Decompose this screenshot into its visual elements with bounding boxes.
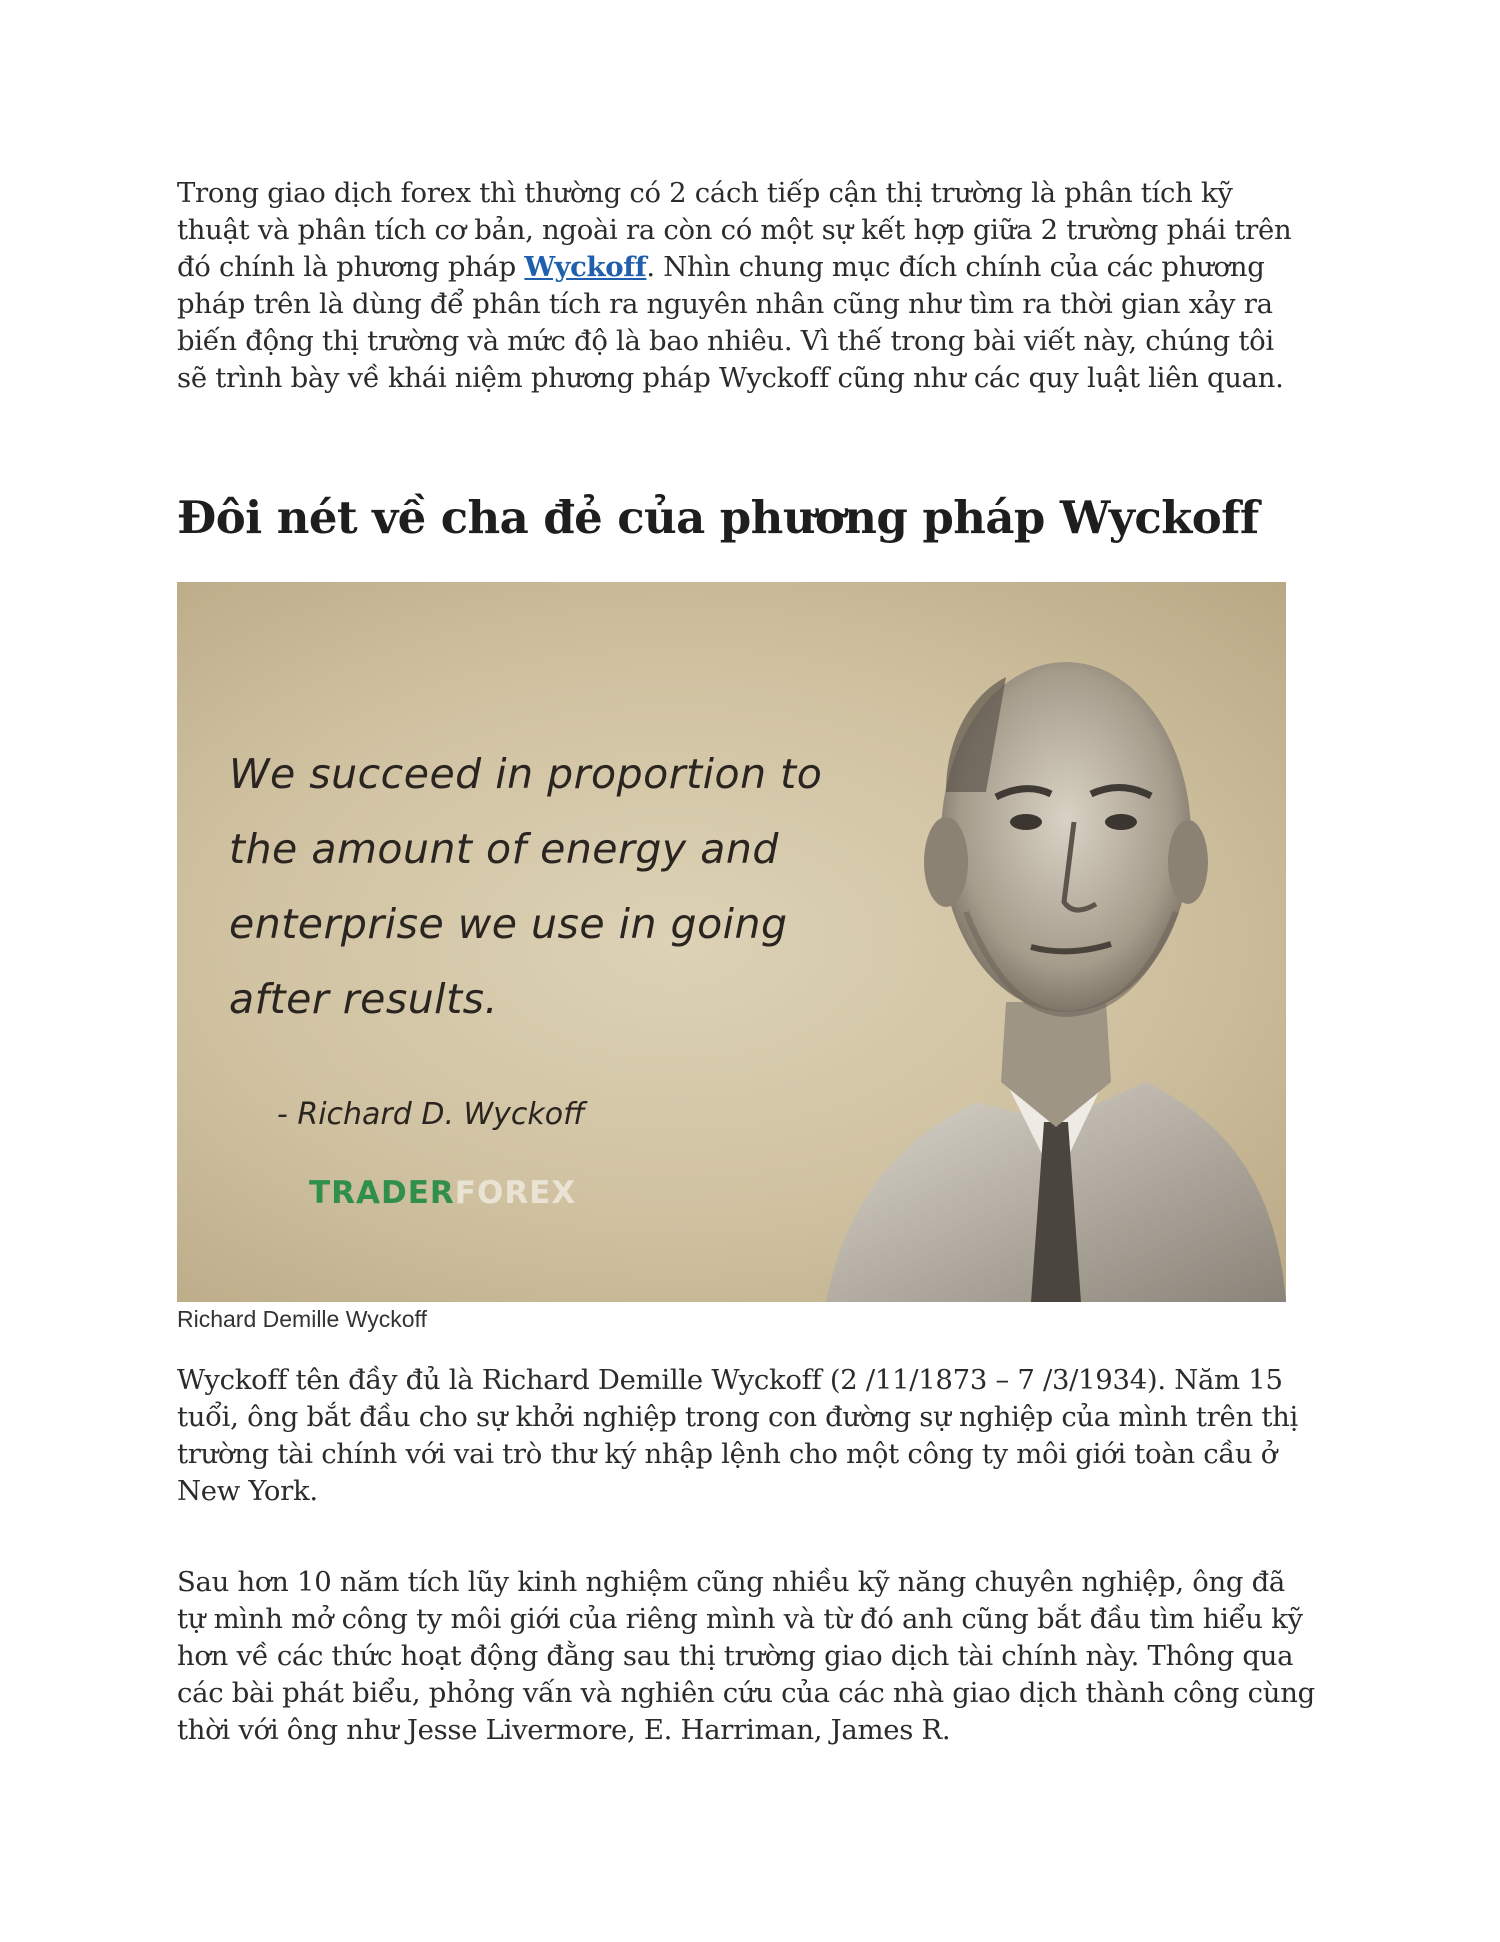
bio-paragraph-2: Sau hơn 10 năm tích lũy kinh nghiệm cũng nhiều kỹ năng chuyên nghiệp, ông đã tự mình mở công ty môi giới của riêng mình và từ đó anh cũng bắt đầu tìm hiểu kỹ hơn về các thức hoạt động đằng sau thị trường giao dịch tài chính này. Thông qua các bài phát biểu, phỏng vấn và nghiên cứu của các nhà giao dịch thành công cùng thời với ông như Jesse Livermore, E. Harriman, James R. bbox=[177, 1566, 1315, 1746]
portrait-illustration bbox=[806, 582, 1286, 1302]
wyckoff-quote-image bbox=[177, 582, 1286, 1302]
quote-line: after results. bbox=[229, 975, 499, 1023]
bio-paragraph-1: Wyckoff tên đầy đủ là Richard Demille Wyckoff (2 /11/1873 – 7 /3/1934). Năm 15 tuổi, ông bắt đầu cho sự khởi nghiệp trong con đường sự nghiệp của mình trên thị trường tài chính với vai trò thư ký nhập lệnh cho một công ty môi giới toàn cầu ở New York. bbox=[177, 1364, 1298, 1507]
brand-watermark bbox=[309, 1175, 576, 1211]
quote-line: the amount of energy and bbox=[229, 825, 779, 873]
quote-line: We succeed in proportion to bbox=[229, 750, 823, 798]
wyckoff-link[interactable]: Wyckoff bbox=[524, 251, 647, 283]
intro-text-before-link: Trong giao dịch forex thì thường có 2 cách tiếp cận thị trường là phân tích kỹ thuật và phân tích cơ bản, ngoài ra còn có một sự kết hợp giữa 2 trường phái trên đó chính là phương pháp bbox=[177, 177, 1292, 283]
intro-paragraph bbox=[177, 175, 1307, 397]
quote-line: enterprise we use in going bbox=[229, 900, 788, 948]
brand-strong: TRADER bbox=[309, 1175, 455, 1211]
quote-attribution: - Richard D. Wyckoff bbox=[277, 1097, 585, 1132]
intro-text-after-link: . Nhìn chung mục đích chính của các phương pháp trên là dùng để phân tích ra nguyên nhân cũng như tìm ra thời gian xảy ra biến động thị trường và mức độ là bao nhiêu. Vì thế trong bài viết này, chúng tôi sẽ trình bày về khái niệm phương pháp Wyckoff cũng như các quy luật liên quan. bbox=[177, 251, 1284, 394]
image-caption: Richard Demille Wyckoff bbox=[177, 1306, 427, 1332]
quote-text bbox=[229, 737, 829, 1037]
brand-faded: FOREX bbox=[454, 1175, 577, 1211]
section-heading: Đôi nét về cha đẻ của phương pháp Wyckoff bbox=[177, 491, 1259, 544]
